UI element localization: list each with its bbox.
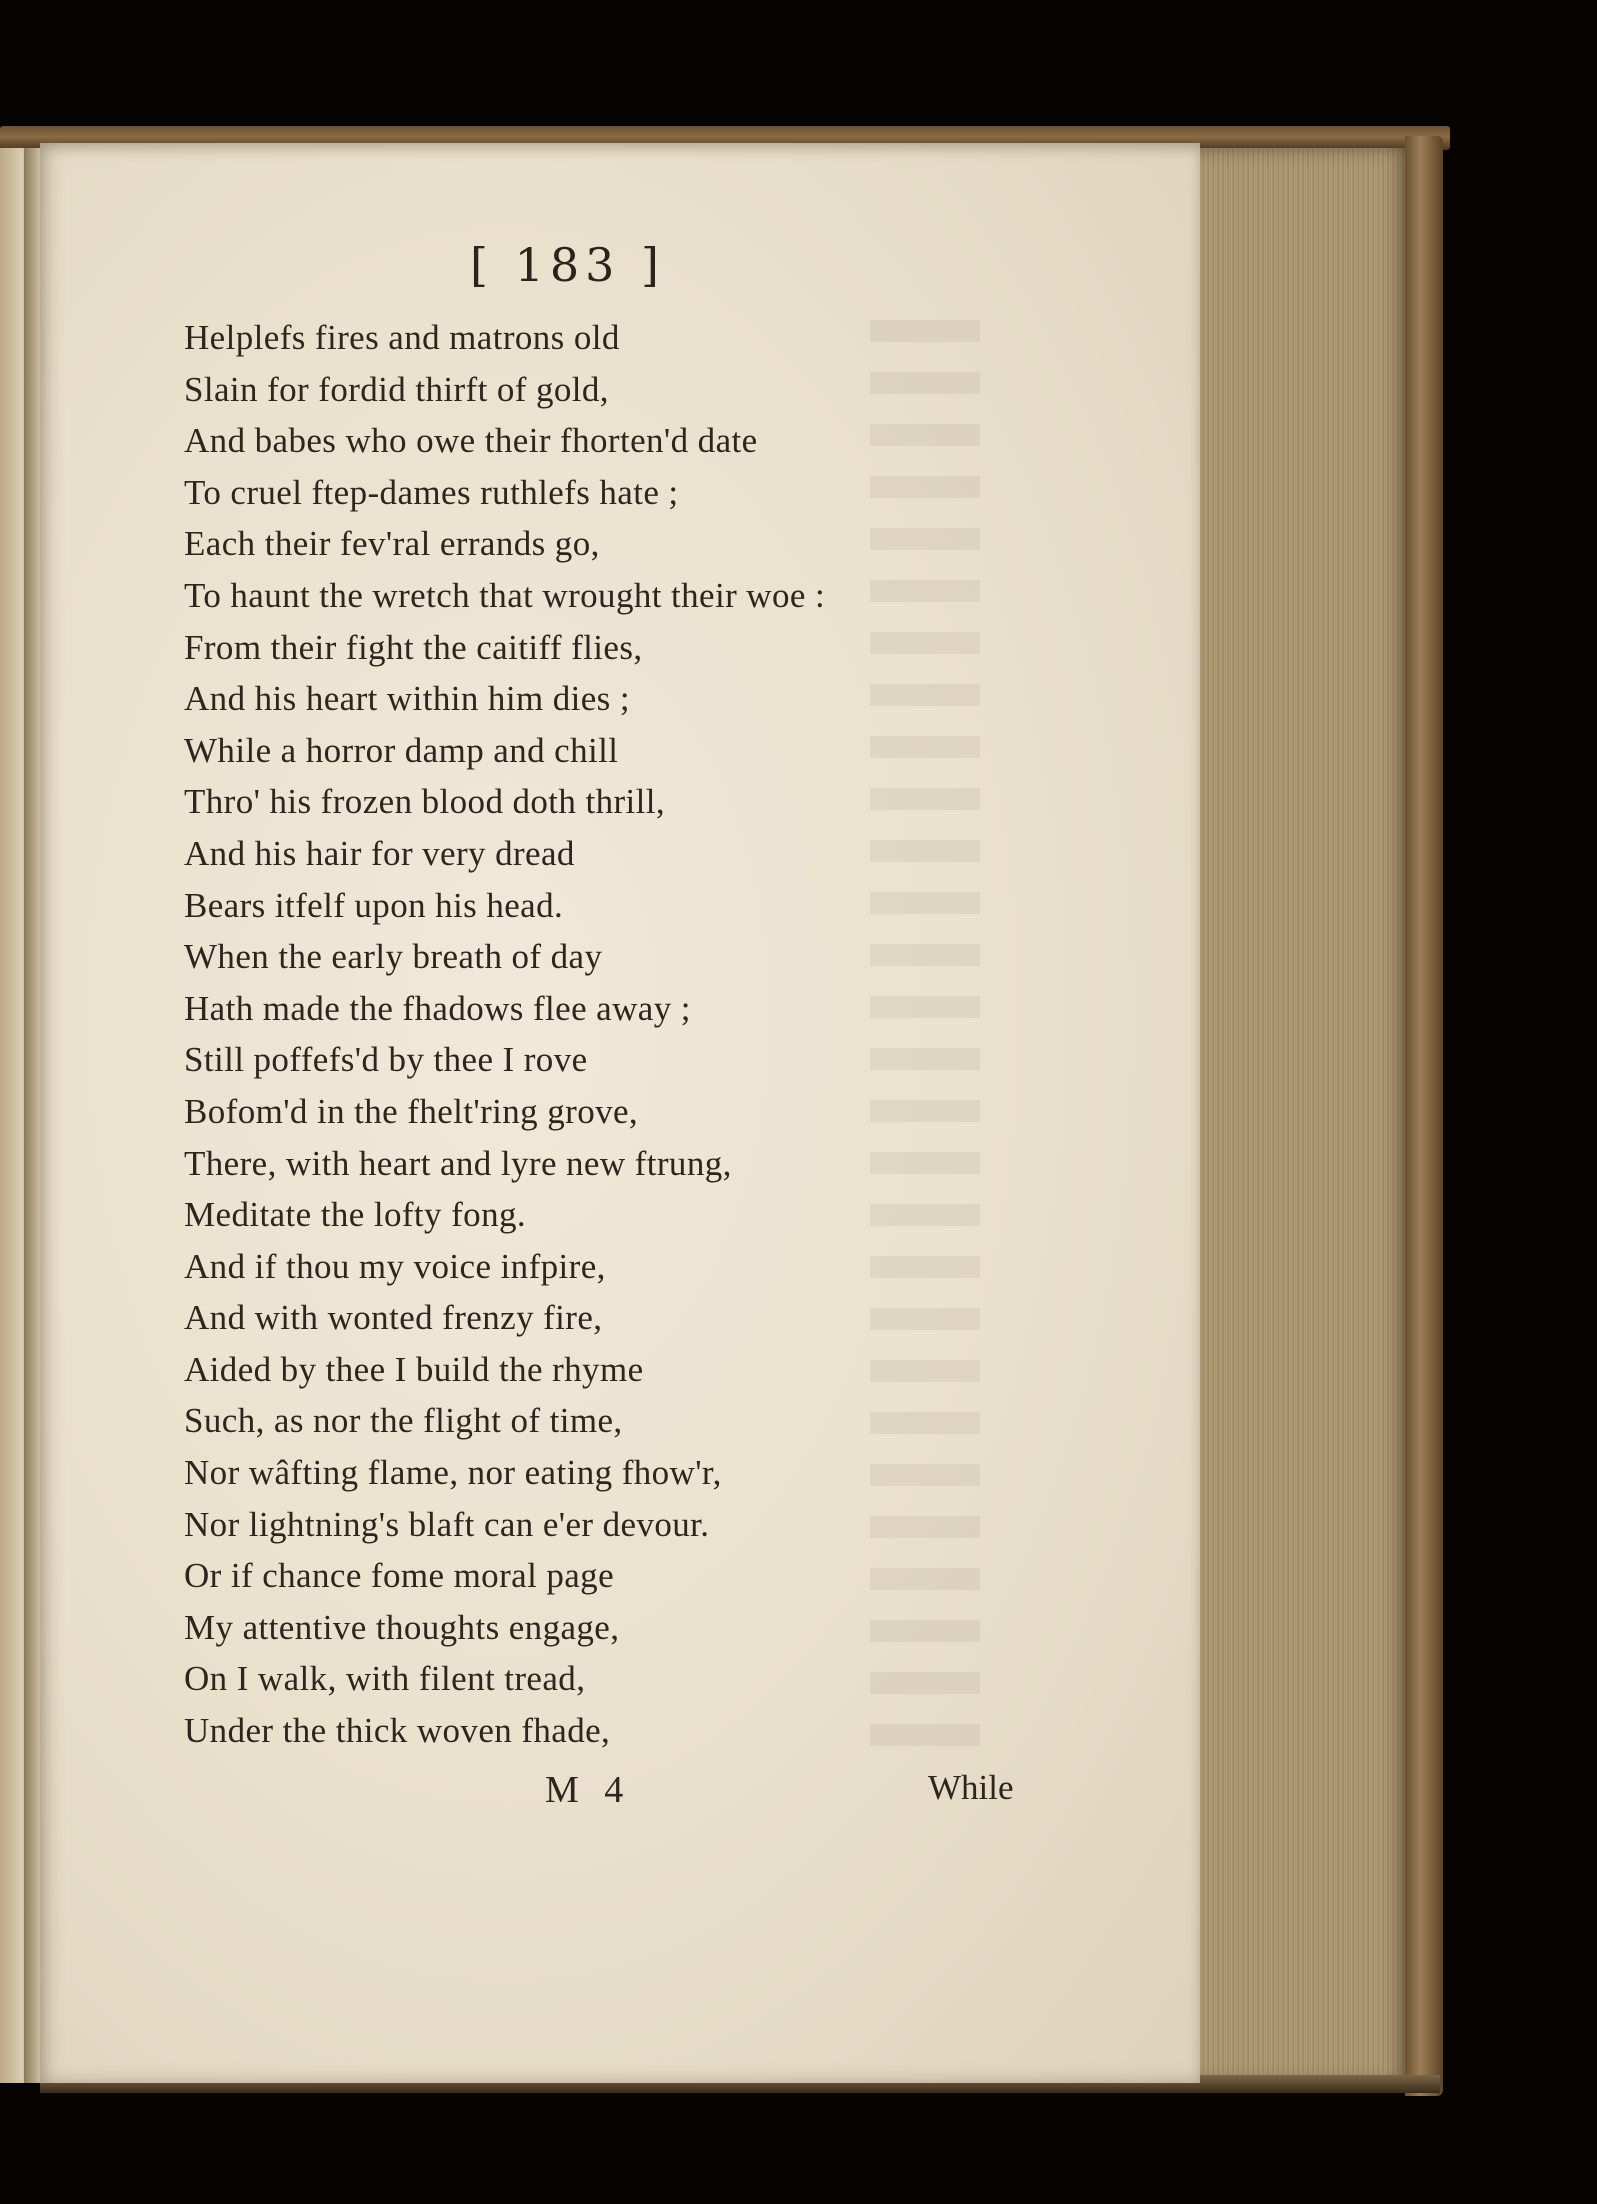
poem-text — [184, 312, 984, 1757]
signature-mark: M 4 — [545, 1769, 632, 1811]
verse-line: While a horror damp and chill — [184, 730, 619, 770]
verse-line: To cruel ftep-dames ruthlefs hate ; — [184, 472, 679, 512]
verse-line: Under the thick woven fhade, — [184, 1711, 611, 1751]
verse-line: There, with heart and lyre new ftrung, — [184, 1143, 732, 1183]
cover-board-edge — [1405, 136, 1443, 2096]
verse-line: And babes who owe their fhorten'd date — [184, 421, 758, 461]
verse-line: Helplefs fires and matrons old — [184, 318, 620, 357]
verse-line: Nor lightning's blaft can e'er devour. — [184, 1504, 710, 1544]
verse-line: And his hair for very dread — [184, 833, 575, 873]
page-block-edges — [1170, 148, 1410, 2083]
verse-line: When the early breath of day — [184, 937, 603, 977]
verse-line: Bofom'd in the fhelt'ring grove, — [184, 1091, 639, 1131]
verse-line: Each their fev'ral errands go, — [184, 524, 600, 564]
verse-line: Such, as nor the flight of time, — [184, 1401, 623, 1441]
catchword: While — [928, 1768, 1014, 1807]
verse-line: Bears itfelf upon his head. — [184, 885, 564, 925]
verse-line: Meditate the lofty fong. — [184, 1195, 527, 1235]
verse-line: Nor wâfting flame, nor eating fhow'r, — [184, 1453, 722, 1493]
verse-line: Thro' his frozen blood doth thrill, — [184, 782, 666, 822]
verse-line: My attentive thoughts engage, — [184, 1607, 620, 1647]
page-number-header: [ 183 ] — [470, 238, 665, 292]
verse-line: And with wonted frenzy fire, — [184, 1298, 603, 1338]
verse-line: To haunt the wretch that wrought their woe : — [184, 575, 826, 615]
verse-line: Hath made the fhadows flee away ; — [184, 988, 691, 1028]
verse-line: On I walk, with filent tread, — [184, 1659, 586, 1699]
verse-line: Still poffefs'd by thee I rove — [184, 1040, 588, 1080]
verse-line: Slain for fordid thirft of gold, — [184, 369, 609, 409]
verse-line: Or if chance fome moral page — [184, 1556, 615, 1596]
verse-line: From their fight the caitiff flies, — [184, 627, 643, 667]
verse-line: And his heart within him dies ; — [184, 679, 630, 719]
verse-line: And if thou my voice infpire, — [184, 1246, 606, 1286]
verse-line: Aided by thee I build the rhyme — [184, 1349, 644, 1389]
